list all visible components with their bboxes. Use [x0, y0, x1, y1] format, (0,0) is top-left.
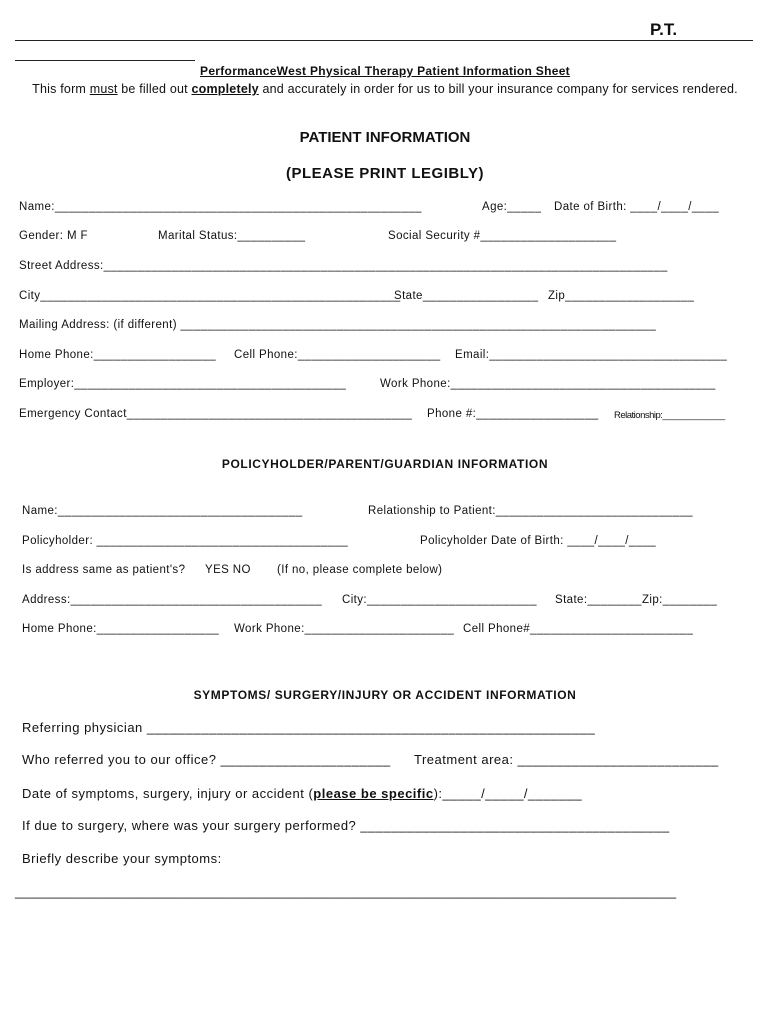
email-field[interactable]: Email:___________________________________	[455, 349, 728, 361]
home-phone-field[interactable]: Home Phone:__________________	[19, 349, 217, 361]
work-phone-field[interactable]: Work Phone:_______________________________________	[380, 378, 716, 390]
emergency-phone-field[interactable]: Phone #:__________________	[427, 408, 599, 420]
describe-symptoms-label: Briefly describe your symptoms:	[22, 851, 222, 866]
must-emphasis: must	[89, 82, 118, 96]
relationship-to-patient-field[interactable]: Relationship to Patient:_____________________________	[368, 505, 693, 517]
referring-physician-field[interactable]: Referring physician __________________________________________________________	[22, 720, 596, 735]
treatment-area-field[interactable]: Treatment area: __________________________	[414, 752, 719, 767]
street-address-field[interactable]: Street Address:___________________________________________________________________________________	[19, 260, 668, 272]
cell-phone-field[interactable]: Cell Phone:_____________________	[234, 349, 441, 361]
describe-symptoms-line[interactable]: _________________________________________________________________________________________	[15, 884, 677, 899]
patient-info-heading: PATIENT INFORMATION	[299, 129, 471, 146]
gender-field[interactable]: Gender: M F	[19, 230, 88, 242]
ssn-field[interactable]: Social Security #____________________	[388, 230, 617, 242]
relationship-field[interactable]: Relationship:_____________	[614, 410, 725, 421]
policyholder-work-phone-field[interactable]: Work Phone:______________________	[234, 623, 455, 635]
policyholder-name-field[interactable]: Name:____________________________________	[22, 505, 303, 517]
symptoms-heading: SYMPTOMS/ SURGERY/INJURY OR ACCIDENT INFORMATION	[193, 688, 577, 702]
short-divider	[15, 60, 195, 61]
policyholder-field[interactable]: Policyholder: _____________________________________	[22, 535, 349, 547]
pt-label: P.T.	[650, 20, 678, 39]
patient-age-field[interactable]: Age:_____	[482, 201, 542, 213]
please-be-specific-emphasis: please be specific	[313, 786, 434, 801]
employer-field[interactable]: Employer:________________________________________	[19, 378, 347, 390]
policyholder-cell-phone-field[interactable]: Cell Phone#________________________	[463, 623, 694, 635]
date-of-symptoms-field[interactable]: Date of symptoms, surgery, injury or accident (please be specific):_____/_____/_______	[22, 786, 583, 801]
patient-dob-field[interactable]: Date of Birth: ____/____/____	[554, 201, 720, 213]
state-field[interactable]: State_________________	[394, 290, 539, 302]
marital-status-field[interactable]: Marital Status:__________	[158, 230, 306, 242]
completely-emphasis: completely	[191, 82, 259, 96]
zip-field[interactable]: Zip___________________	[548, 290, 695, 302]
who-referred-field[interactable]: Who referred you to our office? ______________________	[22, 752, 391, 767]
policyholder-state-field[interactable]: State:________	[555, 594, 642, 606]
print-legibly-heading: (PLEASE PRINT LEGIBLY)	[286, 165, 484, 182]
yes-no-options[interactable]: YES NO	[205, 564, 251, 576]
policyholder-home-phone-field[interactable]: Home Phone:__________________	[22, 623, 220, 635]
city-field[interactable]: City_____________________________________________________	[19, 290, 401, 302]
surgery-location-field[interactable]: If due to surgery, where was your surgery performed? ________________________________________	[22, 818, 670, 833]
same-address-question: Is address same as patient's?	[22, 564, 186, 576]
if-no-note: (If no, please complete below)	[277, 564, 443, 576]
form-title: PerformanceWest Physical Therapy Patient Information Sheet	[200, 64, 570, 78]
emergency-contact-field[interactable]: Emergency Contact__________________________________________	[19, 408, 413, 420]
intro-text: This form must be filled out completely and accurately in order for us to bill your insurance company for services rendered.	[32, 82, 738, 96]
top-divider	[15, 40, 753, 41]
policyholder-address-field[interactable]: Address:_____________________________________	[22, 594, 323, 606]
policyholder-zip-field[interactable]: Zip:________	[642, 594, 718, 606]
policyholder-city-field[interactable]: City:_________________________	[342, 594, 537, 606]
policyholder-heading: POLICYHOLDER/PARENT/GUARDIAN INFORMATION	[221, 457, 549, 471]
policyholder-dob-field[interactable]: Policyholder Date of Birth: ____/____/____	[420, 535, 657, 547]
mailing-address-field[interactable]: Mailing Address: (if different) ______________________________________________________________________	[19, 319, 657, 331]
patient-name-field[interactable]: Name:______________________________________________________	[19, 201, 422, 213]
